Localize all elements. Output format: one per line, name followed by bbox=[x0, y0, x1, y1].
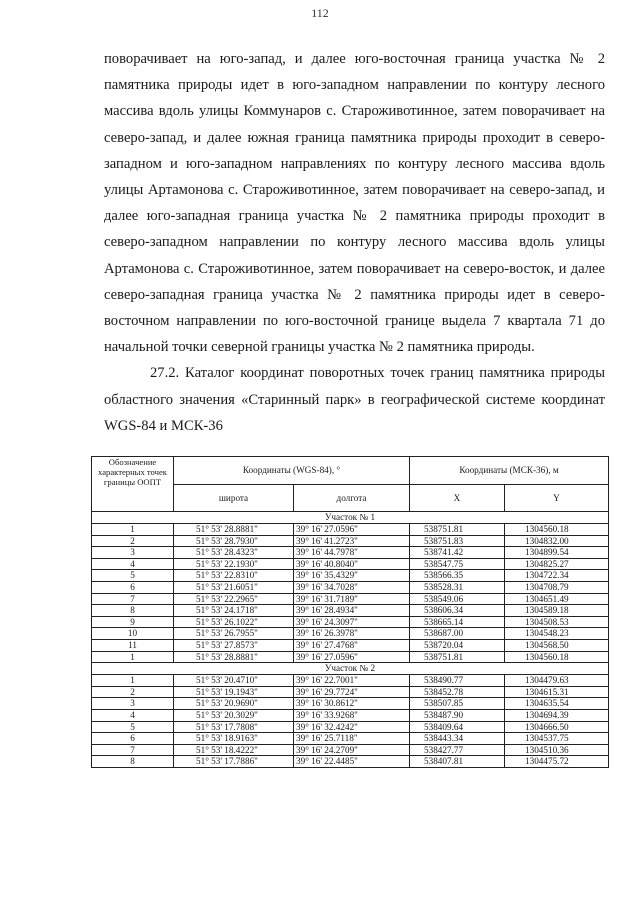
latitude-cell: 51° 53' 28.8881" bbox=[174, 651, 294, 663]
x-cell: 538409.64 bbox=[410, 721, 505, 733]
longitude-cell: 39° 16' 24.2709" bbox=[294, 744, 410, 756]
longitude-cell: 39° 16' 29.7724" bbox=[294, 686, 410, 698]
y-cell: 1304899.54 bbox=[505, 547, 609, 559]
table-row bbox=[92, 675, 609, 687]
x-cell: 538443.34 bbox=[410, 733, 505, 745]
point-number: 6 bbox=[92, 733, 174, 745]
point-number: 6 bbox=[92, 581, 174, 593]
y-cell: 1304722.34 bbox=[505, 570, 609, 582]
y-cell: 1304479.63 bbox=[505, 675, 609, 687]
longitude-cell: 39° 16' 27.0596" bbox=[294, 524, 410, 536]
point-number: 9 bbox=[92, 616, 174, 628]
longitude-cell: 39° 16' 31.7189" bbox=[294, 593, 410, 605]
latitude-cell: 51° 53' 28.4323" bbox=[174, 547, 294, 559]
latitude-cell: 51° 53' 22.1930" bbox=[174, 558, 294, 570]
section-title: Участок № 2 bbox=[92, 663, 609, 675]
table-row bbox=[92, 651, 609, 663]
point-number: 11 bbox=[92, 639, 174, 651]
header-wgs84: Координаты (WGS-84), ° bbox=[174, 457, 410, 485]
table-row bbox=[92, 721, 609, 733]
y-cell: 1304825.27 bbox=[505, 558, 609, 570]
y-cell: 1304560.18 bbox=[505, 651, 609, 663]
table-row bbox=[92, 639, 609, 651]
longitude-cell: 39° 16' 27.4768" bbox=[294, 639, 410, 651]
table-row bbox=[92, 698, 609, 710]
table-row bbox=[92, 558, 609, 570]
point-number: 3 bbox=[92, 547, 174, 559]
table-row bbox=[92, 733, 609, 745]
point-number: 3 bbox=[92, 698, 174, 710]
header-latitude: широта bbox=[174, 484, 294, 511]
latitude-cell: 51° 53' 20.3029" bbox=[174, 709, 294, 721]
header-y: Y bbox=[505, 484, 609, 511]
point-number: 4 bbox=[92, 709, 174, 721]
y-cell: 1304560.18 bbox=[505, 524, 609, 536]
y-cell: 1304475.72 bbox=[505, 756, 609, 768]
y-cell: 1304635.54 bbox=[505, 698, 609, 710]
x-cell: 538751.81 bbox=[410, 524, 505, 536]
longitude-cell: 39° 16' 28.4934" bbox=[294, 605, 410, 617]
point-number: 7 bbox=[92, 593, 174, 605]
table-row bbox=[92, 524, 609, 536]
x-cell: 538687.00 bbox=[410, 628, 505, 640]
longitude-cell: 39° 16' 30.8612" bbox=[294, 698, 410, 710]
section-row bbox=[92, 512, 609, 524]
longitude-cell: 39° 16' 44.7978" bbox=[294, 547, 410, 559]
longitude-cell: 39° 16' 22.4485" bbox=[294, 756, 410, 768]
point-number: 5 bbox=[92, 721, 174, 733]
longitude-cell: 39° 16' 26.3978" bbox=[294, 628, 410, 640]
x-cell: 538427.77 bbox=[410, 744, 505, 756]
y-cell: 1304694.39 bbox=[505, 709, 609, 721]
latitude-cell: 51° 53' 18.9163" bbox=[174, 733, 294, 745]
latitude-cell: 51° 53' 22.2965" bbox=[174, 593, 294, 605]
point-number: 8 bbox=[92, 605, 174, 617]
x-cell: 538490.77 bbox=[410, 675, 505, 687]
point-number: 5 bbox=[92, 570, 174, 582]
page-number: 112 bbox=[311, 6, 329, 20]
longitude-cell: 39° 16' 40.8040" bbox=[294, 558, 410, 570]
x-cell: 538507.85 bbox=[410, 698, 505, 710]
x-cell: 538407.81 bbox=[410, 756, 505, 768]
longitude-cell: 39° 16' 25.7118" bbox=[294, 733, 410, 745]
latitude-cell: 51° 53' 21.6051" bbox=[174, 581, 294, 593]
y-cell: 1304708.79 bbox=[505, 581, 609, 593]
header-msk36: Координаты (МСК-36), м bbox=[410, 457, 609, 485]
y-cell: 1304510.36 bbox=[505, 744, 609, 756]
table-row bbox=[92, 593, 609, 605]
table-row bbox=[92, 535, 609, 547]
table-row bbox=[92, 756, 609, 768]
longitude-cell: 39° 16' 41.2723" bbox=[294, 535, 410, 547]
latitude-cell: 51° 53' 20.9690" bbox=[174, 698, 294, 710]
longitude-cell: 39° 16' 24.3097" bbox=[294, 616, 410, 628]
x-cell: 538549.06 bbox=[410, 593, 505, 605]
latitude-cell: 51° 53' 24.1718" bbox=[174, 605, 294, 617]
header-longitude: долгота bbox=[294, 484, 410, 511]
paragraph: поворачивает на юго-запад, и далее юго-восточная граница участка № 2 памятника природы идет в юго-западном направлении по контуру лесного массива вдоль улицы Коммунаров с. Староживотинное, затем поворачивает на северо-запад, и далее южная граница памятника природы проходит в северо-западном и юго-западном направлениях по контуру лесного массива вдоль улицы Артамонова с. Староживотинное, затем поворачивает на северо-запад, и далее юго-западная граница участка № 2 памятника природы проходит в северо-западном направлении по контуру лесного массива вдоль улицы Артамонова с. Староживотинное, затем поворачивает на северо-восток, и далее северо-западная граница участка № 2 памятника природы идет в северо-восточном направлении по юго-восточной границе выдела 7 квартала 71 до начальной точки северной границы участка № 2 памятника природы. bbox=[104, 51, 605, 356]
y-cell: 1304651.49 bbox=[505, 593, 609, 605]
latitude-cell: 51° 53' 28.8881" bbox=[174, 524, 294, 536]
longitude-cell: 39° 16' 27.0596" bbox=[294, 651, 410, 663]
latitude-cell: 51° 53' 28.7930" bbox=[174, 535, 294, 547]
x-cell: 538606.34 bbox=[410, 605, 505, 617]
point-number: 8 bbox=[92, 756, 174, 768]
table-row bbox=[92, 709, 609, 721]
x-cell: 538741.42 bbox=[410, 547, 505, 559]
longitude-cell: 39° 16' 32.4242" bbox=[294, 721, 410, 733]
header-designation: Обозначение характерных точек границы ООПТ bbox=[92, 457, 174, 512]
table-row bbox=[92, 581, 609, 593]
point-number: 10 bbox=[92, 628, 174, 640]
point-number: 4 bbox=[92, 558, 174, 570]
latitude-cell: 51° 53' 17.7808" bbox=[174, 721, 294, 733]
longitude-cell: 39° 16' 34.7028" bbox=[294, 581, 410, 593]
longitude-cell: 39° 16' 33.9268" bbox=[294, 709, 410, 721]
y-cell: 1304548.23 bbox=[505, 628, 609, 640]
x-cell: 538487.90 bbox=[410, 709, 505, 721]
longitude-cell: 39° 16' 35.4329" bbox=[294, 570, 410, 582]
x-cell: 538547.75 bbox=[410, 558, 505, 570]
coordinates-table bbox=[91, 456, 609, 768]
x-cell: 538528.31 bbox=[410, 581, 505, 593]
latitude-cell: 51° 53' 26.7955" bbox=[174, 628, 294, 640]
latitude-cell: 51° 53' 17.7886" bbox=[174, 756, 294, 768]
table-row bbox=[92, 570, 609, 582]
table-row bbox=[92, 616, 609, 628]
y-cell: 1304832.00 bbox=[505, 535, 609, 547]
latitude-cell: 51° 53' 26.1022" bbox=[174, 616, 294, 628]
header-x: X bbox=[410, 484, 505, 511]
y-cell: 1304537.75 bbox=[505, 733, 609, 745]
x-cell: 538751.83 bbox=[410, 535, 505, 547]
catalog-heading: 27.2. Каталог координат поворотных точек границ памятника природы областного значения «Старинный парк» в географической системе координат WGS-84 и МСК-36 bbox=[104, 365, 605, 434]
x-cell: 538452.78 bbox=[410, 686, 505, 698]
table-row bbox=[92, 686, 609, 698]
point-number: 1 bbox=[92, 675, 174, 687]
x-cell: 538751.81 bbox=[410, 651, 505, 663]
point-number: 7 bbox=[92, 744, 174, 756]
x-cell: 538720.04 bbox=[410, 639, 505, 651]
y-cell: 1304615.31 bbox=[505, 686, 609, 698]
body-text bbox=[104, 46, 605, 439]
latitude-cell: 51° 53' 19.1943" bbox=[174, 686, 294, 698]
point-number: 2 bbox=[92, 535, 174, 547]
table-row bbox=[92, 744, 609, 756]
latitude-cell: 51° 53' 27.8573" bbox=[174, 639, 294, 651]
latitude-cell: 51° 53' 20.4710" bbox=[174, 675, 294, 687]
x-cell: 538665.14 bbox=[410, 616, 505, 628]
section-title: Участок № 1 bbox=[92, 512, 609, 524]
y-cell: 1304508.53 bbox=[505, 616, 609, 628]
y-cell: 1304666.50 bbox=[505, 721, 609, 733]
y-cell: 1304568.50 bbox=[505, 639, 609, 651]
longitude-cell: 39° 16' 22.7001" bbox=[294, 675, 410, 687]
section-row bbox=[92, 663, 609, 675]
y-cell: 1304589.18 bbox=[505, 605, 609, 617]
table-row bbox=[92, 547, 609, 559]
latitude-cell: 51° 53' 18.4222" bbox=[174, 744, 294, 756]
point-number: 1 bbox=[92, 524, 174, 536]
point-number: 2 bbox=[92, 686, 174, 698]
table-row bbox=[92, 628, 609, 640]
point-number: 1 bbox=[92, 651, 174, 663]
x-cell: 538566.35 bbox=[410, 570, 505, 582]
latitude-cell: 51° 53' 22.8310" bbox=[174, 570, 294, 582]
table-row bbox=[92, 605, 609, 617]
